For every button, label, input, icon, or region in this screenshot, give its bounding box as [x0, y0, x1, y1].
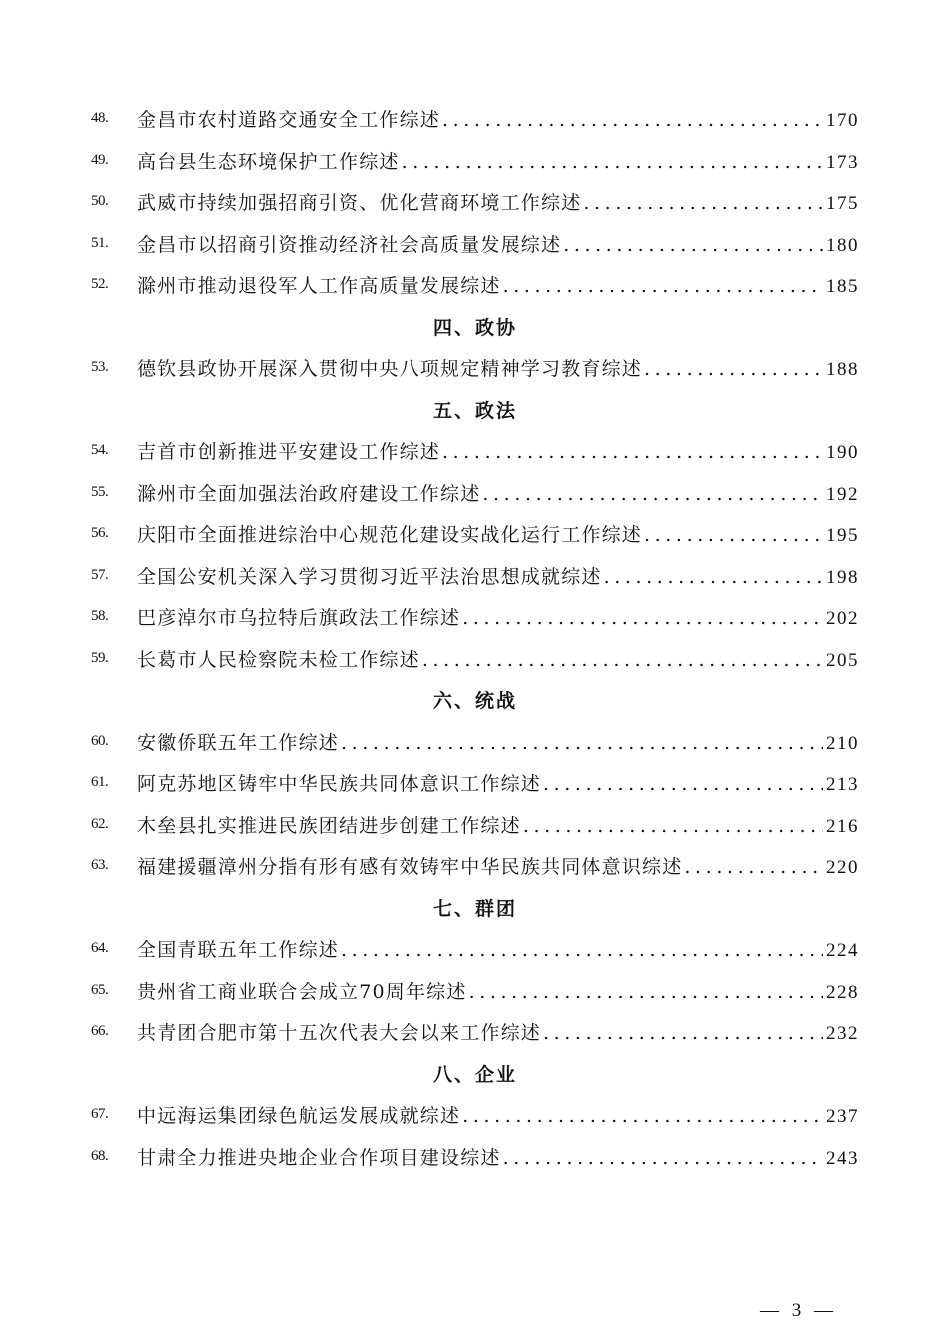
section-heading: 五、政法 — [432, 399, 517, 422]
toc-entry — [0, 472, 950, 514]
entry-number: 58. — [91, 608, 109, 625]
section-heading: 四、政协 — [432, 316, 517, 339]
entry-number: 53. — [91, 359, 109, 376]
entry-title: 高台县生态环境保护工作综述 — [137, 150, 400, 173]
entry-page-number: 210 — [826, 732, 859, 754]
dot-leader — [523, 815, 823, 837]
entry-title: 滁州市推动退役军人工作高质量发展综述 — [137, 275, 501, 298]
entry-title: 贵州省工商业联合会成立70周年综述 — [137, 980, 467, 1003]
entry-line — [137, 728, 859, 755]
entry-page-number: 205 — [826, 649, 859, 671]
entry-number: 59. — [91, 649, 109, 666]
dot-leader — [543, 1022, 823, 1044]
entry-line — [137, 271, 859, 298]
dot-leader — [583, 192, 823, 214]
entry-title: 长葛市人民检察院未检工作综述 — [137, 648, 420, 671]
entry-number: 49. — [91, 151, 109, 168]
entry-line — [137, 479, 859, 506]
entry-line — [137, 354, 859, 381]
entry-line — [137, 769, 859, 796]
section-heading: 六、统战 — [432, 690, 517, 713]
section-heading-row — [0, 1053, 950, 1095]
entry-title: 阿克苏地区铸牢中华民族共同体意识工作综述 — [137, 773, 542, 796]
dot-leader — [341, 939, 823, 961]
entry-page-number: 192 — [826, 483, 859, 505]
entry-number: 67. — [91, 1106, 109, 1123]
entry-number: 57. — [91, 566, 109, 583]
toc-entry — [0, 804, 950, 846]
dot-leader — [684, 856, 823, 878]
table-of-contents — [0, 98, 950, 1177]
entry-page-number: 228 — [826, 981, 859, 1003]
entry-line — [137, 977, 859, 1004]
toc-entry — [0, 928, 950, 970]
entry-page-number: 213 — [826, 774, 859, 796]
entry-title: 吉首市创新推进平安建设工作综述 — [137, 441, 441, 464]
dot-leader — [644, 358, 823, 380]
toc-entry — [0, 223, 950, 265]
toc-entry — [0, 555, 950, 597]
entry-number: 66. — [91, 1023, 109, 1040]
entry-page-number: 232 — [826, 1023, 859, 1045]
entry-line — [137, 520, 859, 547]
entry-number: 55. — [91, 483, 109, 500]
toc-entry — [0, 596, 950, 638]
entry-title: 德钦县政协开展深入贯彻中央八项规定精神学习教育综述 — [137, 358, 643, 381]
section-heading-row — [0, 679, 950, 721]
entry-title: 武威市持续加强招商引资、优化营商环境工作综述 — [137, 192, 582, 215]
entry-line — [137, 105, 859, 132]
entry-line — [137, 1018, 859, 1045]
entry-number: 51. — [91, 234, 109, 251]
entry-number: 68. — [91, 1147, 109, 1164]
toc-entry — [0, 970, 950, 1012]
section-heading: 八、企业 — [432, 1063, 517, 1086]
entry-page-number: 170 — [826, 110, 859, 132]
dot-leader — [341, 732, 823, 754]
entry-line — [137, 1143, 859, 1170]
entry-title: 巴彦淖尔市乌拉特后旗政法工作综述 — [137, 607, 461, 630]
dot-leader — [462, 607, 823, 629]
dot-leader — [442, 109, 823, 131]
entry-line — [137, 603, 859, 630]
entry-title: 木垒县扎实推进民族团结进步创建工作综述 — [137, 814, 521, 837]
entry-number: 64. — [91, 940, 109, 957]
page-number: — 3 — — [760, 1300, 837, 1321]
entry-number: 50. — [91, 193, 109, 210]
section-heading-row — [0, 389, 950, 431]
section-heading: 七、群团 — [432, 897, 517, 920]
entry-number: 63. — [91, 857, 109, 874]
entry-line — [137, 1101, 859, 1128]
dot-leader — [563, 234, 823, 256]
entry-number: 65. — [91, 981, 109, 998]
entry-title: 庆阳市全面推进综治中心规范化建设实战化运行工作综述 — [137, 524, 643, 547]
entry-number: 52. — [91, 276, 109, 293]
toc-entry — [0, 1011, 950, 1053]
entry-title: 全国公安机关深入学习贯彻习近平法治思想成就综述 — [137, 565, 602, 588]
section-heading-row — [0, 887, 950, 929]
entry-title: 全国青联五年工作综述 — [137, 939, 340, 962]
entry-title: 中远海运集团绿色航运发展成就综述 — [137, 1105, 461, 1128]
entry-title: 福建援疆漳州分指有形有感有效铸牢中华民族共同体意识综述 — [137, 856, 683, 879]
toc-entry — [0, 347, 950, 389]
entry-number: 54. — [91, 442, 109, 459]
toc-entry — [0, 638, 950, 680]
entry-page-number: 220 — [826, 857, 859, 879]
toc-entry — [0, 264, 950, 306]
dot-leader — [503, 275, 823, 297]
entry-title: 滁州市全面加强法治政府建设工作综述 — [137, 482, 481, 505]
toc-entry — [0, 1094, 950, 1136]
entry-title: 金昌市农村道路交通安全工作综述 — [137, 109, 441, 132]
entry-page-number: 237 — [826, 1106, 859, 1128]
dot-leader — [503, 1147, 823, 1169]
entry-number: 48. — [91, 110, 109, 127]
entry-title: 安徽侨联五年工作综述 — [137, 731, 340, 754]
toc-entry — [0, 845, 950, 887]
entry-page-number: 198 — [826, 566, 859, 588]
entry-title: 共青团合肥市第十五次代表大会以来工作综述 — [137, 1022, 542, 1045]
dot-leader — [644, 524, 823, 546]
entry-line — [137, 437, 859, 464]
entry-number: 60. — [91, 732, 109, 749]
entry-page-number: 190 — [826, 442, 859, 464]
entry-page-number: 188 — [826, 359, 859, 381]
toc-entry — [0, 181, 950, 223]
entry-number: 62. — [91, 815, 109, 832]
dot-leader — [482, 483, 823, 505]
entry-line — [137, 852, 859, 879]
entry-page-number: 243 — [826, 1147, 859, 1169]
dot-leader — [422, 649, 823, 671]
dot-leader — [402, 151, 823, 173]
dot-leader — [469, 981, 823, 1003]
toc-entry — [0, 98, 950, 140]
entry-line — [137, 562, 859, 589]
entry-line — [137, 147, 859, 174]
toc-entry — [0, 513, 950, 555]
dot-leader — [543, 773, 823, 795]
entry-line — [137, 188, 859, 215]
toc-entry — [0, 721, 950, 763]
entry-line — [137, 230, 859, 257]
entry-page-number: 216 — [826, 815, 859, 837]
toc-entry — [0, 762, 950, 804]
entry-line — [137, 811, 859, 838]
entry-title: 金昌市以招商引资推动经济社会高质量发展综述 — [137, 233, 562, 256]
entry-line — [137, 645, 859, 672]
toc-entry — [0, 1136, 950, 1178]
entry-line — [137, 935, 859, 962]
entry-page-number: 180 — [826, 234, 859, 256]
section-heading-row — [0, 306, 950, 348]
entry-page-number: 185 — [826, 276, 859, 298]
dot-leader — [462, 1105, 823, 1127]
entry-page-number: 175 — [826, 193, 859, 215]
entry-number: 61. — [91, 774, 109, 791]
entry-page-number: 202 — [826, 608, 859, 630]
toc-entry — [0, 430, 950, 472]
dot-leader — [442, 441, 823, 463]
entry-page-number: 195 — [826, 525, 859, 547]
entry-page-number: 173 — [826, 151, 859, 173]
toc-entry — [0, 140, 950, 182]
dot-leader — [604, 566, 823, 588]
entry-number: 56. — [91, 525, 109, 542]
entry-title: 甘肃全力推进央地企业合作项目建设综述 — [137, 1146, 501, 1169]
entry-page-number: 224 — [826, 940, 859, 962]
